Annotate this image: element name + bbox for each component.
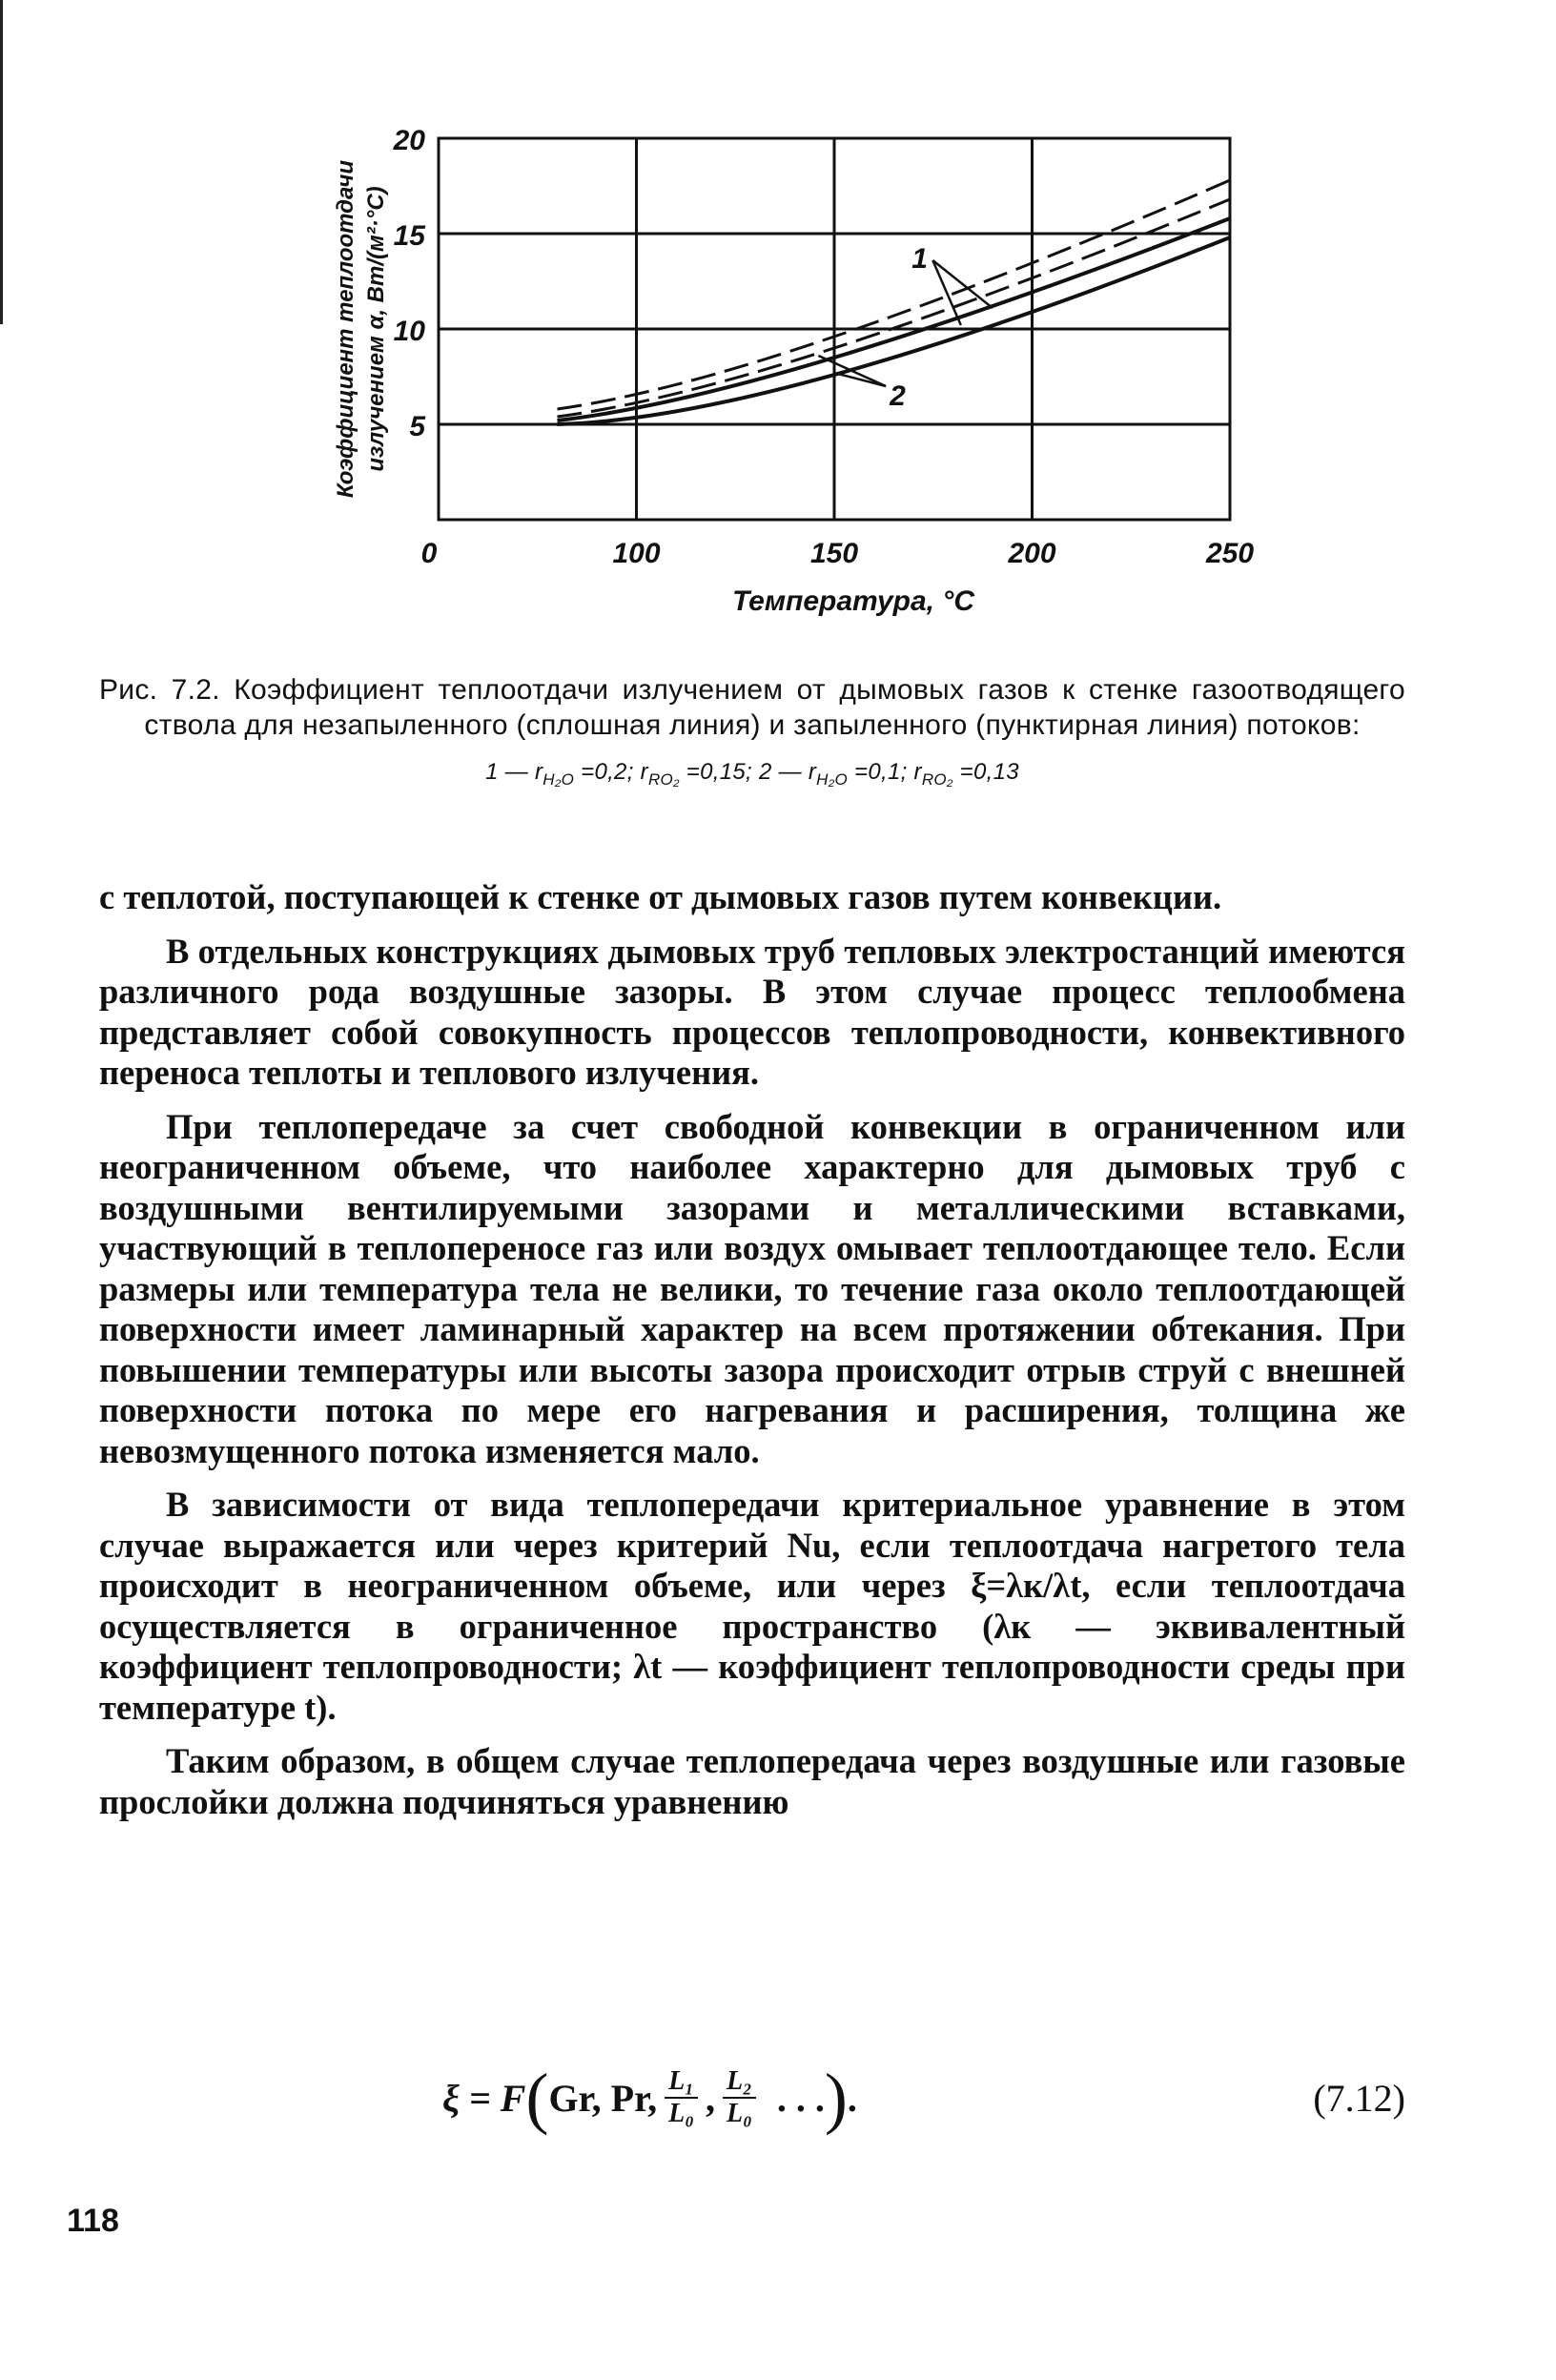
annotation-leader-2a <box>818 356 886 386</box>
equation-args: Gr, Pr, <box>548 2076 658 2120</box>
y-tick-label: 15 <box>393 220 425 252</box>
x-axis-label: Температура, °C <box>731 585 975 617</box>
paragraph: Таким образом, в общем случае теплопередача через воздушные или газовые прослойки должна подчиняться уравнению <box>99 1741 1405 1821</box>
body-text <box>99 877 1405 1822</box>
x-tick-label: 200 <box>1008 538 1056 569</box>
open-paren: ( <box>525 2060 549 2136</box>
close-paren: ) <box>824 2060 848 2136</box>
dashed-series-line <box>558 180 1231 409</box>
annotation-label-2: 2 <box>890 380 906 412</box>
figure-caption <box>99 672 1405 797</box>
page-number: 118 <box>67 2203 119 2239</box>
paragraph: с теплотой, поступающей к стенке от дымовых газов путем конвекции. <box>99 877 1222 916</box>
paragraph: В отдельных конструкциях дымовых труб тепловых электростанций имеются различного рода воздушные зазоры. В этом случае процесс теплообмена представляет собой совокупность процессов теплопроводности, конвективного переноса теплоты и теплового излучения. <box>99 931 1405 1092</box>
y-axis-label-line1: Коэффициент теплоотдачи <box>333 159 358 499</box>
y-axis-label-line2: излучением α, Вт/(м²·°C) <box>363 186 389 472</box>
x-tick-label: 100 <box>612 538 661 569</box>
caption-legend: 1 — $r_{H_2O} =0,2$; $r_{RO_2} =0,15$; 2 — $r_{H_2O} =0,1$; $r_{RO_2} =0,13$ <box>485 759 1019 789</box>
equation-number: (7.12) <box>1313 2077 1405 2120</box>
fraction-l1-l0: $\frac{\text{L₁}}{\text{L₀}}$ <box>665 2066 698 2129</box>
annotation-leader-1a <box>932 260 993 308</box>
equation-period: . <box>847 2076 857 2120</box>
y-tick-label: 10 <box>393 316 425 347</box>
y-tick-label: 5 <box>409 411 425 442</box>
x-tick-label: 150 <box>809 538 859 569</box>
equation-lhs: ξ = F <box>442 2076 526 2120</box>
equation-body: ξ = F ( Gr, Pr, $\frac{\text{L₁}}{\text{L₀}}$ , $\frac{\text{L₂}}{\text{L₀}}$ . . . ) . <box>442 2060 857 2136</box>
figure-7-2-chart <box>324 114 1259 629</box>
paragraph: При теплопередаче за счет свободной конвекции в ограниченном или неограниченном объеме, что наиболее характерно для дымовых труб с воздушными вентилируемыми зазорами и металлическими вставками, участвующий в теплопереносе газ или воздух омывает теплоотдающее тело. Если размеры или температура тела не велики, то течение газа около теплоотдающей поверхности имеет ламинарный характер на всем протяжении обтекания. При повышении температуры или высоты зазора происходит отрыв струй с внешней поверхности потока по мере его нагревания и расширения, толщина же невозмущенного потока изменяется мало. <box>99 1106 1405 1470</box>
fraction-l2-l0: $\frac{\text{L₂}}{\text{L₀}}$ <box>723 2066 756 2129</box>
caption-text: Рис. 7.2. Коэффициент теплоотдачи излучением от дымовых газов к стенке газоотводящего ствола для незапыленного (сплошная линия) и запыленного (пунктирная линия) потоков: <box>99 674 1405 741</box>
scan-edge-line <box>0 0 3 324</box>
equation-7-12 <box>99 2055 1405 2141</box>
x-tick-label: 250 <box>1205 538 1255 569</box>
y-tick-label: 20 <box>393 125 425 156</box>
annotation-label-1: 1 <box>911 243 928 275</box>
equation-ellipsis: . . . <box>776 2076 825 2120</box>
x-tick-label: 0 <box>420 538 438 569</box>
paragraph: В зависимости от вида теплопередачи критериальное уравнение в этом случае выражается или через критерий Nu, если теплоотдача нагретого тела происходит в неограниченном объеме, или через ξ=λк/λt, если теплоотдача осуществляется в ограниченное пространство (λк — эквивалентный коэффициент теплопроводности; λt — коэффициент теплопроводности среды при температуре t). <box>99 1485 1405 1727</box>
